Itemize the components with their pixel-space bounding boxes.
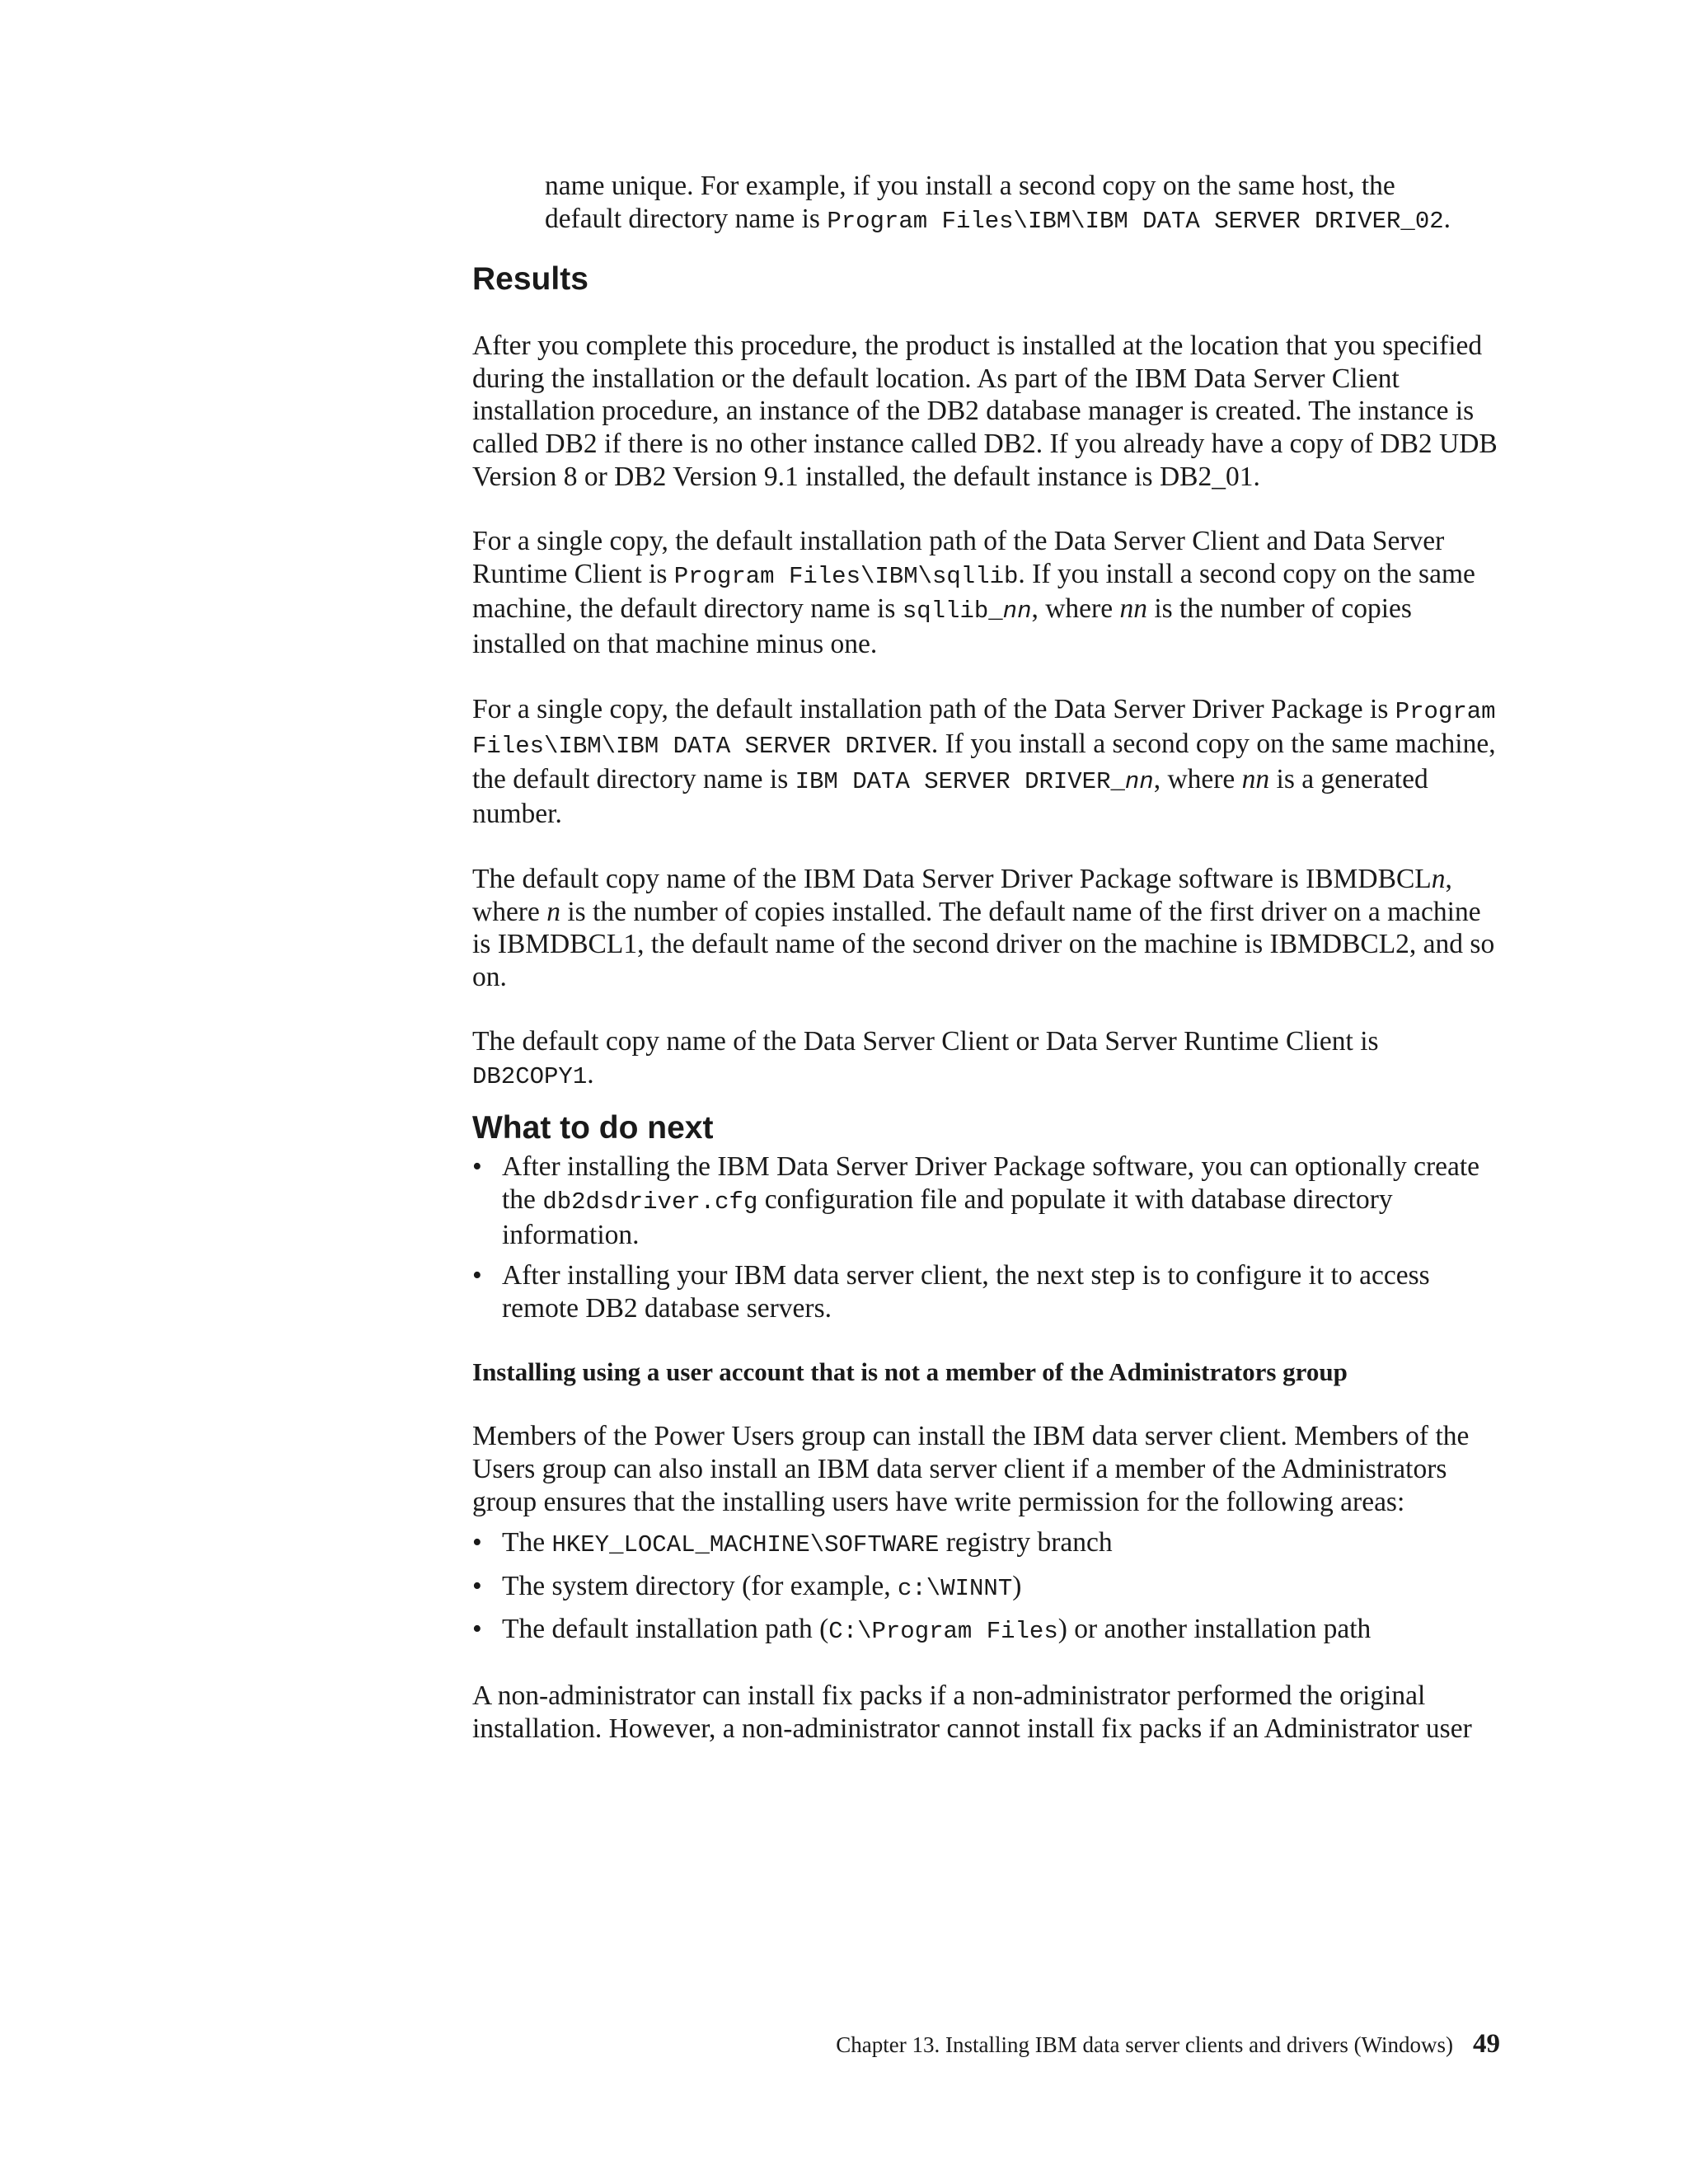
list-item: • After installing your IBM data server client, the next step is to configure it to access remote DB2 database servers. <box>472 1260 1430 1324</box>
code-path: c:\WINNT <box>898 1574 1013 1602</box>
non-admin-paragraph-2: A non-administrator can install fix packs if a non-administrator performed the original installation. However, a non-administrator cannot install fix packs if an Administrator user <box>472 1680 1472 1744</box>
page-content <box>472 170 1503 1745</box>
chapter-title: Chapter 13. Installing IBM data server clients and drivers (Windows) <box>836 2032 1453 2057</box>
list-item: • The system directory (for example, c:\WINNT) <box>472 1570 1022 1602</box>
list-item: • After installing the IBM Data Server Driver Package software, you can optionally create the db2dsdriver.cfg configuration file and populate it with database directory information. <box>472 1151 1480 1250</box>
code-copy-name: DB2COPY1 <box>472 1062 588 1090</box>
page-footer <box>758 2027 1500 2061</box>
non-admin-paragraph-1: Members of the Power Users group can install the IBM data server client. Members of the Users group can also install an IBM data server client if a member of the Administrators group ensures that the installing users have write permission for the following areas: <box>472 1421 1470 1517</box>
bullet-icon: • <box>472 1570 482 1601</box>
non-admin-heading: Installing using a user account that is not a member of the Administrators group <box>472 1357 1348 1387</box>
code-registry-key: HKEY_LOCAL_MACHINE\SOFTWARE <box>551 1531 940 1559</box>
bullet-icon: • <box>472 1260 482 1291</box>
code-path: IBM DATA SERVER DRIVER_ <box>795 767 1125 795</box>
list-item: • The HKEY_LOCAL_MACHINE\SOFTWARE registry branch <box>472 1527 1113 1559</box>
next-steps-list <box>472 1151 1503 1324</box>
list-item: • The default installation path (C:\Program Files) or another installation path <box>472 1614 1372 1646</box>
intro-line-1: name unique. For example, if you install a second copy on the same host, the <box>545 171 1395 201</box>
code-path: sqllib_ <box>902 598 1003 626</box>
code-path: Program Files\IBM\IBM DATA SERVER DRIVER <box>472 697 1496 761</box>
results-paragraph-3: For a single copy, the default installation path of the Data Server Driver Package is Program Files\IBM\IBM DATA SERVER DRIVER. If you install a second copy on the same machine, the default directory name is IBM DATA SERVER DRIVER_nn, where nn is a generated number. <box>472 693 1496 830</box>
code-filename: db2dsdriver.cfg <box>542 1188 758 1216</box>
write-permission-list <box>472 1526 1503 1648</box>
code-path: C:\Program Files <box>828 1618 1058 1646</box>
page-number: 49 <box>1473 2029 1500 2059</box>
intro-line-2: default directory name is Program Files\IBM\IBM DATA SERVER DRIVER_02. <box>545 203 1451 235</box>
intro-continuation <box>545 170 1503 237</box>
results-paragraph-1: After you complete this procedure, the product is installed at the location that you specified during the installation or the default location. As part of the IBM Data Server Client installation procedure, an instance of the DB2 database manager is created. The instance is called DB2 if there is no other instance called DB2. If you already have a copy of DB2 UDB Version 8 or DB2 Version 9.1 installed, the default instance is DB2_01. <box>472 330 1498 492</box>
results-paragraph-2: For a single copy, the default installation path of the Data Server Client and Data Server Runtime Client is Program Files\IBM\sqllib. If you install a second copy on the same machine, the default directory name is sqllib_nn, where nn is the number of copies installed on that machine minus one. <box>472 526 1475 659</box>
bullet-icon: • <box>472 1527 482 1558</box>
what-to-do-next-heading: What to do next <box>472 1110 714 1146</box>
bullet-icon: • <box>472 1614 482 1645</box>
results-paragraph-4: The default copy name of the IBM Data Server Driver Package software is IBMDBCLn, where n is the number of copies installed. The default name of the first driver on a machine is IBMDBCL1, the default name of the second driver on the machine is IBMDBCL2, and so on. <box>472 863 1495 992</box>
code-path: Program Files\IBM\IBM DATA SERVER DRIVER_02 <box>827 207 1444 235</box>
bullet-icon: • <box>472 1151 482 1183</box>
results-heading: Results <box>472 261 588 298</box>
code-path: Program Files\IBM\sqllib <box>673 562 1019 590</box>
results-paragraph-5: The default copy name of the Data Server Client or Data Server Runtime Client is DB2COPY1. <box>472 1026 1379 1090</box>
